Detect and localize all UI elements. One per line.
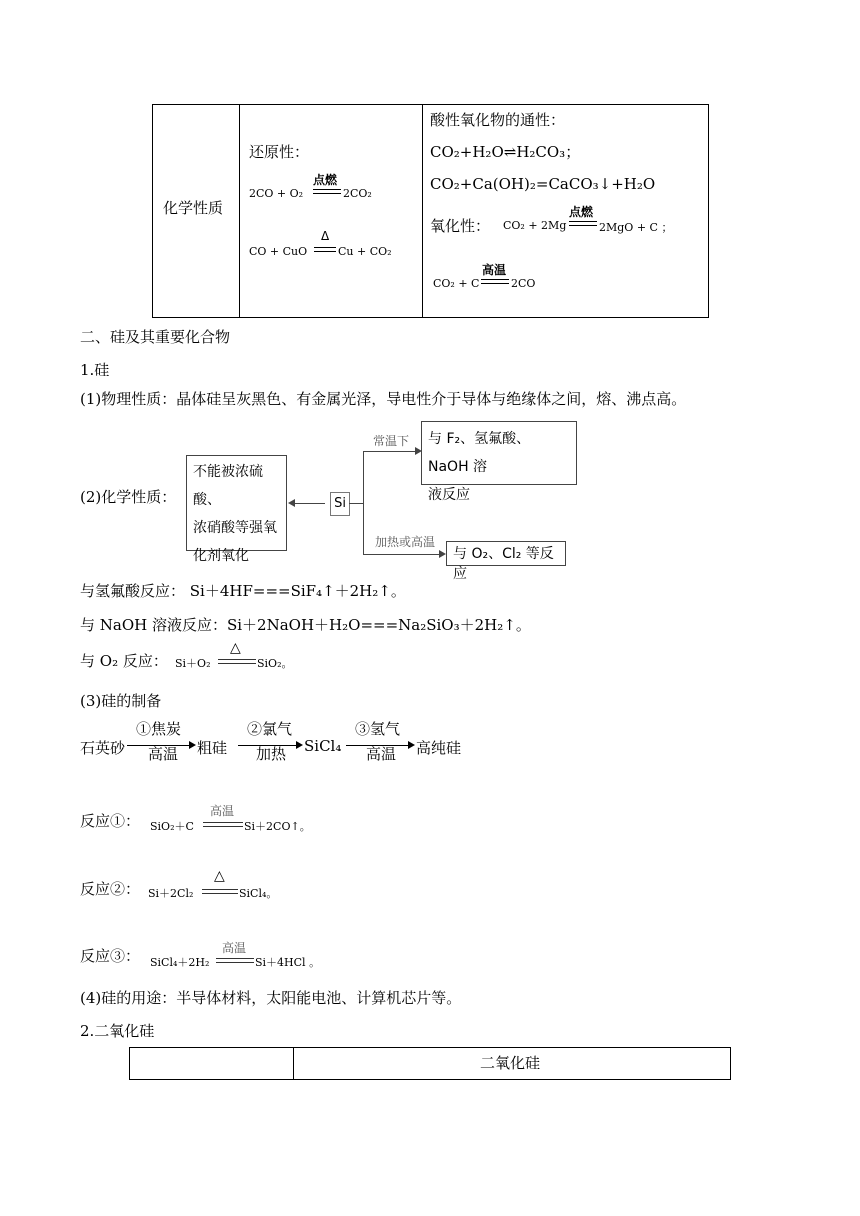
reaction1-right: Si＋2CO↑。 [244,820,311,833]
prep-product-3: 高纯硅 [416,739,462,757]
prep-step1-bottom: 高温 [148,745,179,763]
subsection-silica: 2.二氧化硅 [80,1022,155,1040]
silica-table-divider [293,1048,294,1079]
arrow-to-left-box [291,503,325,504]
reaction2-label: 反应②： [80,880,141,898]
arrow-bottom [363,554,439,555]
bottom-box: 与 O₂、Cl₂ 等反应 [446,541,566,566]
reaction3-condition: 高温 [222,941,247,955]
prep-arrow-2-head-icon [296,741,303,749]
reaction3-sign [216,958,254,963]
reaction-hf: 与氢氟酸反应： Si＋4HF===SiF₄↑＋2H₂↑。 [80,582,406,600]
reaction-o2-condition: △ [230,640,241,656]
oxidizing-label: 氧化性： [430,217,491,235]
left-box-line-2: 浓硝酸等强氧 [193,520,277,536]
acidic-eq3-sign [569,221,597,226]
acidic-eq2: CO₂+Ca(OH)₂=CaCO₃↓+H₂O [430,175,656,193]
reaction1-sign [203,822,243,827]
left-box-line-3: 化剂氧化 [193,548,249,564]
subsection-silicon: 1.硅 [80,361,110,379]
silica-table [129,1047,731,1080]
reducing-title: 还原性： [249,143,310,161]
acidic-eq1: CO₂+H₂O⇌H₂CO₃； [430,143,581,161]
prep-product-1: 粗硅 [197,739,228,757]
reaction-o2-label: 与 O₂ 反应： [80,652,168,670]
properties-table [152,104,709,318]
reaction2-left: Si＋2Cl₂ [148,887,194,900]
arrow-top [363,451,415,452]
connector-right [349,503,363,504]
reaction-o2-left: Si＋O₂ [175,657,211,670]
reaction1-left: SiO₂＋C [150,820,194,833]
bottom-label: 加热或高温 [375,535,436,549]
row-label: 化学性质 [163,199,224,217]
acidic-eq3-products: 2MgO + C ； [599,221,673,234]
acidic-eq4-products: 2CO [511,277,536,290]
top-box-line-1: 与 F₂、氢氟酸、NaOH 溶 [428,431,531,475]
prep-arrow-1-head-icon [189,741,196,749]
reducing-eq2-condition: Δ [321,229,330,243]
reaction1-condition: 高温 [210,804,235,818]
connector-vertical [363,451,364,554]
preparation-heading: (3)硅的制备 [80,692,162,710]
row-label-cell [153,105,240,318]
prep-start: 石英砂 [80,739,126,757]
prep-step2-top: ②氯气 [247,720,293,738]
acidic-eq3-reactants: CO₂ + 2Mg [503,219,567,232]
left-box [186,455,287,564]
reducing-eq2-products: Cu + CO₂ [338,245,392,258]
reaction2-sign [202,889,238,894]
prep-product-2: SiCl₄ [304,737,342,755]
left-box-line-1: 不能被浓硫酸、 [193,464,263,508]
arrow-head-left-icon [288,499,295,507]
reaction3-right: Si＋4HCl 。 [255,956,321,969]
prep-step3-top: ③氢气 [355,720,401,738]
reaction2-condition: △ [214,868,225,884]
prep-step3-bottom: 高温 [366,745,397,763]
reducing-eq2-sign [314,247,336,252]
acidic-eq4-condition: 高温 [482,263,507,277]
silicon-uses: (4)硅的用途：半导体材料，太阳能电池、计算机芯片等。 [80,989,462,1007]
si-center: Si [330,492,350,516]
arrow-head-bottom-icon [439,550,446,558]
reaction3-left: SiCl₄＋2H₂ [150,956,210,969]
acidic-eq4-sign [481,279,509,284]
reaction1-label: 反应①： [80,812,141,830]
prep-arrow-3-head-icon [408,741,415,749]
reducing-cell [240,105,423,318]
reducing-eq2-reactants: CO + CuO [249,245,308,258]
reaction-o2-right: SiO₂。 [257,657,293,670]
top-box-line-2: 液反应 [428,487,470,503]
reaction-naoh: 与 NaOH 溶液反应：Si＋2NaOH＋H₂O===Na₂SiO₃＋2H₂↑。 [80,616,531,634]
prep-step1-top: ①焦炭 [136,720,182,738]
acidic-eq4-reactants: CO₂ + C [433,277,480,290]
physical-properties: (1)物理性质：晶体硅呈灰黑色、有金属光泽，导电性介于导体与绝缘体之间，熔、沸点高。 [80,390,687,408]
reducing-eq1-reactants: 2CO + O₂ [249,187,304,200]
reaction-o2-sign [218,659,256,664]
reaction3-label: 反应③： [80,947,141,965]
reducing-eq1-condition: 点燃 [313,173,338,187]
reaction2-right: SiCl₄。 [239,887,278,900]
reducing-eq1-sign [313,189,341,194]
chemical-properties-label: (2)化学性质： [80,488,177,506]
acidic-cell [423,105,709,318]
prep-step2-bottom: 加热 [256,745,287,763]
section-heading: 二、硅及其重要化合物 [80,328,231,346]
reducing-eq1-products: 2CO₂ [343,187,372,200]
silica-table-header: 二氧化硅 [480,1054,541,1072]
top-box [421,421,577,503]
acidic-eq3-condition: 点燃 [569,205,594,219]
top-label: 常温下 [373,434,410,448]
acidic-title: 酸性氧化物的通性： [430,111,566,129]
